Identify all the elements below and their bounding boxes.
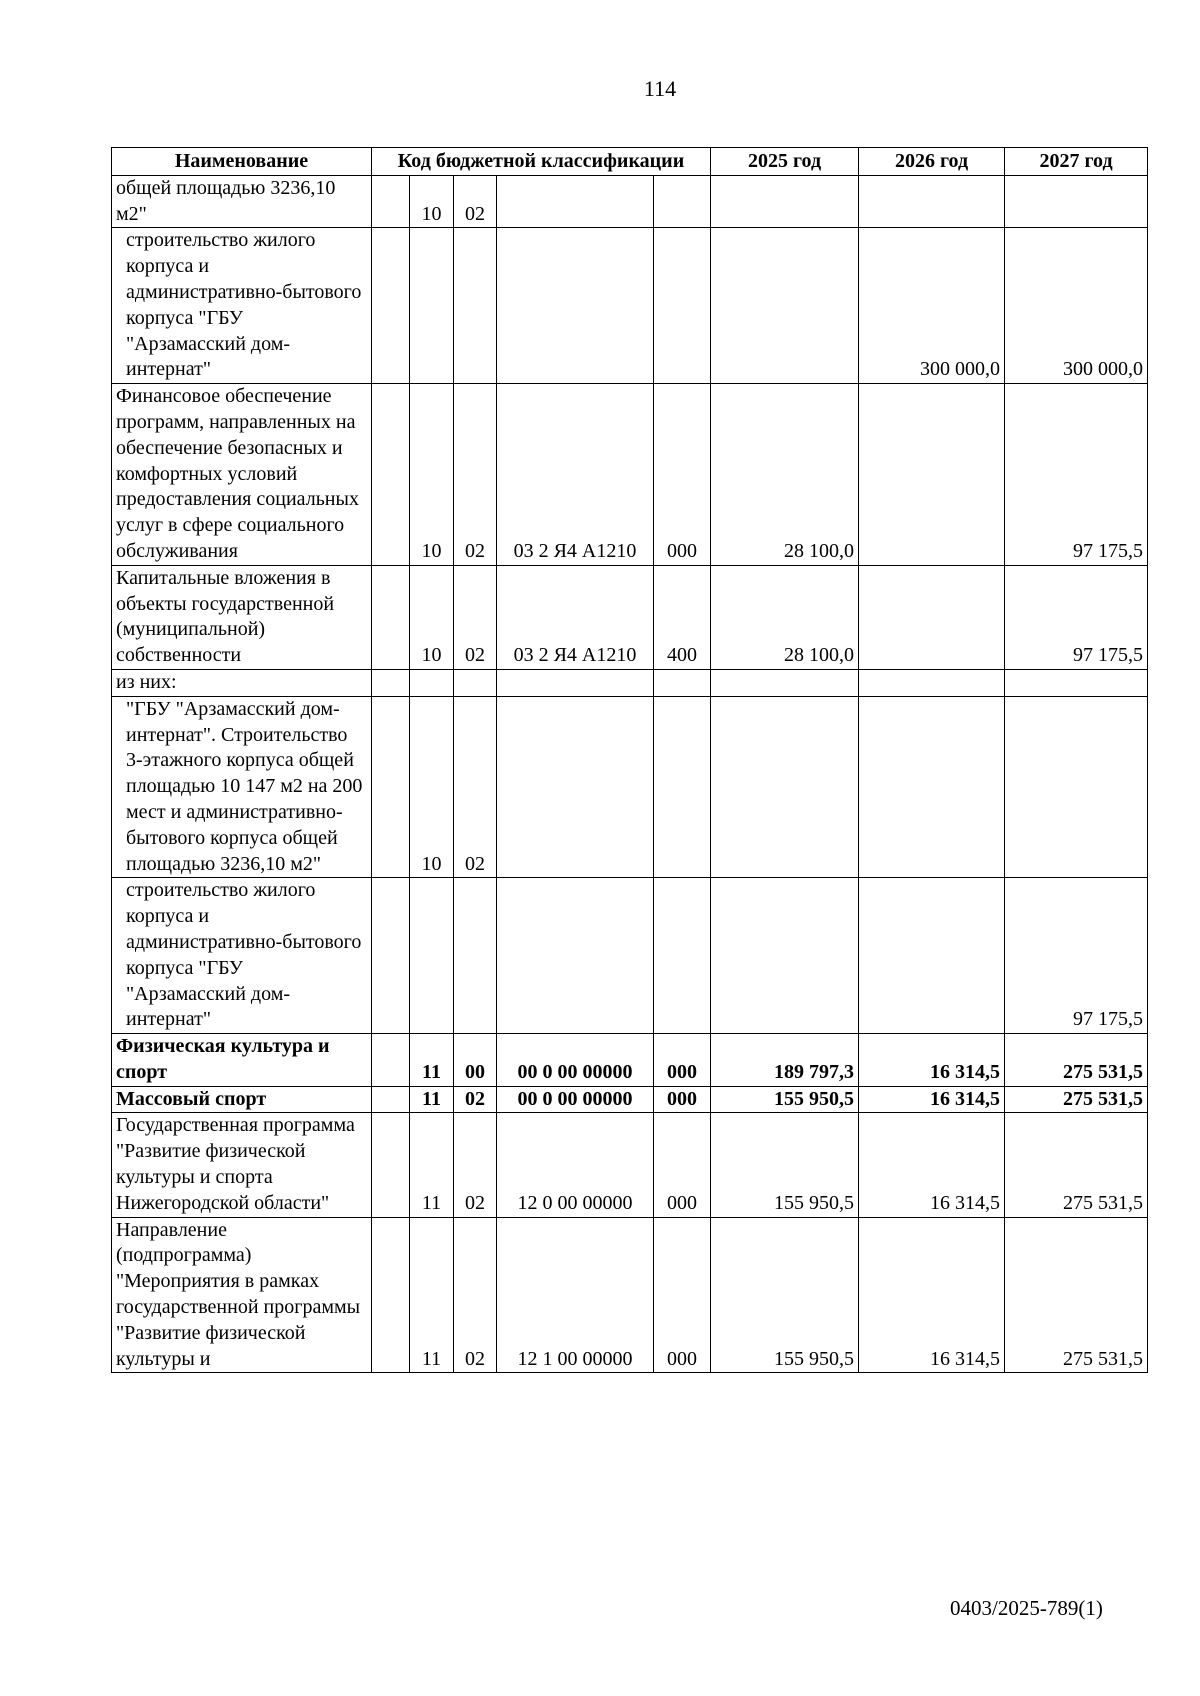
row-section bbox=[410, 669, 454, 696]
row-expense-kind: 400 bbox=[654, 565, 711, 669]
row-target-article: 12 0 00 00000 bbox=[497, 1113, 654, 1217]
table-row bbox=[112, 175, 1148, 228]
row-value-2025 bbox=[711, 696, 859, 878]
table-row bbox=[112, 228, 1148, 384]
row-value-2026 bbox=[859, 669, 1005, 696]
row-value-2027: 275 531,5 bbox=[1005, 1086, 1148, 1113]
row-section: 10 bbox=[410, 384, 454, 566]
row-name: Финансовое обеспечение программ, направленных на обеспечение безопасных и комфортных условий предоставления социальных услуг в сфере социального обслуживания bbox=[112, 384, 372, 566]
row-subsection: 02 bbox=[454, 384, 497, 566]
row-value-2027: 97 175,5 bbox=[1005, 878, 1148, 1034]
document-id: 0403/2025-789(1) bbox=[950, 1596, 1103, 1620]
row-expense-kind: 000 bbox=[654, 1113, 711, 1217]
row-name: "ГБУ "Арзамасский дом-интернат". Строительство 3-этажного корпуса общей площадью 10 147 м2 на 200 мест и административно-бытового корпуса общей площадью 3236,10 м2" bbox=[112, 696, 372, 878]
row-empty-code bbox=[372, 1113, 410, 1217]
table-row bbox=[112, 1217, 1148, 1373]
row-target-article: 03 2 Я4 А1210 bbox=[497, 384, 654, 566]
table-header-row bbox=[112, 148, 1148, 176]
row-name: Государственная программа "Развитие физической культуры и спорта Нижегородской области" bbox=[112, 1113, 372, 1217]
row-value-2025: 28 100,0 bbox=[711, 384, 859, 566]
row-target-article: 12 1 00 00000 bbox=[497, 1217, 654, 1373]
row-value-2026 bbox=[859, 175, 1005, 228]
row-section: 10 bbox=[410, 565, 454, 669]
row-name: строительство жилого корпуса и административно-бытового корпуса "ГБУ "Арзамасский дом-интернат" bbox=[112, 228, 372, 384]
budget-table bbox=[111, 147, 1148, 1373]
table-row bbox=[112, 1086, 1148, 1113]
row-name: Направление (подпрограмма) "Мероприятия в рамках государственной программы "Развитие физической культуры и bbox=[112, 1217, 372, 1373]
row-value-2025: 155 950,5 bbox=[711, 1113, 859, 1217]
row-name: из них: bbox=[112, 669, 372, 696]
row-expense-kind: 000 bbox=[654, 1034, 711, 1087]
header-2025: 2025 год bbox=[711, 148, 859, 176]
row-empty-code bbox=[372, 669, 410, 696]
row-value-2027: 275 531,5 bbox=[1005, 1034, 1148, 1087]
row-subsection: 00 bbox=[454, 1034, 497, 1087]
row-value-2027 bbox=[1005, 175, 1148, 228]
row-value-2027: 275 531,5 bbox=[1005, 1217, 1148, 1373]
row-value-2026: 16 314,5 bbox=[859, 1113, 1005, 1217]
row-subsection: 02 bbox=[454, 1113, 497, 1217]
table-row bbox=[112, 696, 1148, 878]
row-name: Капитальные вложения в объекты государственной (муниципальной) собственности bbox=[112, 565, 372, 669]
row-value-2025: 155 950,5 bbox=[711, 1086, 859, 1113]
row-empty-code bbox=[372, 1086, 410, 1113]
row-empty-code bbox=[372, 175, 410, 228]
row-expense-kind bbox=[654, 669, 711, 696]
row-value-2027: 275 531,5 bbox=[1005, 1113, 1148, 1217]
row-section bbox=[410, 878, 454, 1034]
row-section: 11 bbox=[410, 1217, 454, 1373]
row-section: 11 bbox=[410, 1113, 454, 1217]
row-target-article: 03 2 Я4 А1210 bbox=[497, 565, 654, 669]
header-2027: 2027 год bbox=[1005, 148, 1148, 176]
row-target-article bbox=[497, 696, 654, 878]
row-empty-code bbox=[372, 384, 410, 566]
row-target-article bbox=[497, 669, 654, 696]
row-value-2027 bbox=[1005, 669, 1148, 696]
row-name: строительство жилого корпуса и административно-бытового корпуса "ГБУ "Арзамасский дом-интернат" bbox=[112, 878, 372, 1034]
row-expense-kind: 000 bbox=[654, 384, 711, 566]
row-name: Физическая культура и спорт bbox=[112, 1034, 372, 1087]
row-empty-code bbox=[372, 1217, 410, 1373]
row-section: 10 bbox=[410, 175, 454, 228]
row-subsection bbox=[454, 669, 497, 696]
row-expense-kind bbox=[654, 175, 711, 228]
table-row bbox=[112, 669, 1148, 696]
row-target-article: 00 0 00 00000 bbox=[497, 1086, 654, 1113]
row-value-2027: 97 175,5 bbox=[1005, 384, 1148, 566]
table-row bbox=[112, 565, 1148, 669]
row-value-2026 bbox=[859, 565, 1005, 669]
row-empty-code bbox=[372, 565, 410, 669]
row-value-2026: 16 314,5 bbox=[859, 1034, 1005, 1087]
row-value-2026 bbox=[859, 384, 1005, 566]
row-subsection bbox=[454, 228, 497, 384]
row-target-article bbox=[497, 878, 654, 1034]
row-subsection bbox=[454, 878, 497, 1034]
row-empty-code bbox=[372, 1034, 410, 1087]
row-value-2025 bbox=[711, 175, 859, 228]
row-name: Массовый спорт bbox=[112, 1086, 372, 1113]
row-empty-code bbox=[372, 878, 410, 1034]
row-value-2026 bbox=[859, 878, 1005, 1034]
row-expense-kind: 000 bbox=[654, 1086, 711, 1113]
header-code: Код бюджетной классификации bbox=[372, 148, 711, 176]
row-value-2025: 155 950,5 bbox=[711, 1217, 859, 1373]
row-section: 10 bbox=[410, 696, 454, 878]
row-subsection: 02 bbox=[454, 696, 497, 878]
row-subsection: 02 bbox=[454, 175, 497, 228]
row-target-article bbox=[497, 175, 654, 228]
row-expense-kind: 000 bbox=[654, 1217, 711, 1373]
row-target-article bbox=[497, 228, 654, 384]
row-empty-code bbox=[372, 228, 410, 384]
header-2026: 2026 год bbox=[859, 148, 1005, 176]
row-subsection: 02 bbox=[454, 1086, 497, 1113]
row-subsection: 02 bbox=[454, 565, 497, 669]
row-subsection: 02 bbox=[454, 1217, 497, 1373]
row-empty-code bbox=[372, 696, 410, 878]
row-expense-kind bbox=[654, 878, 711, 1034]
row-value-2025: 28 100,0 bbox=[711, 565, 859, 669]
header-name: Наименование bbox=[112, 148, 372, 176]
row-section: 11 bbox=[410, 1086, 454, 1113]
row-target-article: 00 0 00 00000 bbox=[497, 1034, 654, 1087]
table-row bbox=[112, 1113, 1148, 1217]
row-value-2025 bbox=[711, 669, 859, 696]
table-row bbox=[112, 1034, 1148, 1087]
row-value-2027 bbox=[1005, 696, 1148, 878]
row-expense-kind bbox=[654, 228, 711, 384]
row-value-2026: 300 000,0 bbox=[859, 228, 1005, 384]
row-expense-kind bbox=[654, 696, 711, 878]
row-value-2026 bbox=[859, 696, 1005, 878]
row-value-2025: 189 797,3 bbox=[711, 1034, 859, 1087]
row-value-2027: 97 175,5 bbox=[1005, 565, 1148, 669]
row-section bbox=[410, 228, 454, 384]
row-section: 11 bbox=[410, 1034, 454, 1087]
table-row bbox=[112, 878, 1148, 1034]
row-value-2025 bbox=[711, 878, 859, 1034]
row-value-2025 bbox=[711, 228, 859, 384]
page-number: 114 bbox=[643, 76, 677, 101]
table-row bbox=[112, 384, 1148, 566]
row-value-2026: 16 314,5 bbox=[859, 1217, 1005, 1373]
row-name: общей площадью 3236,10 м2" bbox=[112, 175, 372, 228]
row-value-2026: 16 314,5 bbox=[859, 1086, 1005, 1113]
row-value-2027: 300 000,0 bbox=[1005, 228, 1148, 384]
